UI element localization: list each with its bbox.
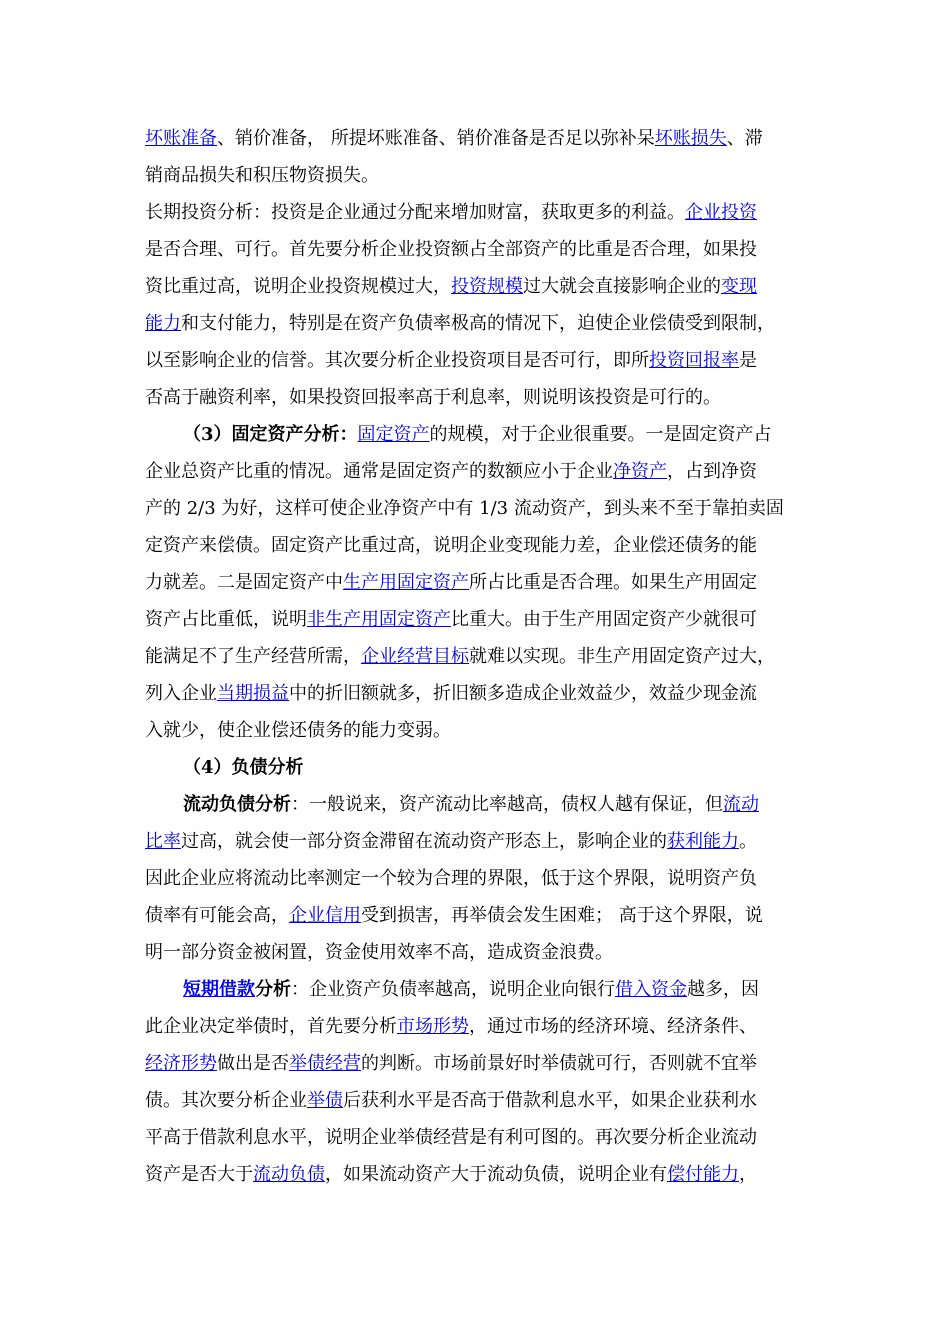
text-line bbox=[145, 601, 820, 638]
hyperlink[interactable]: 固定资产 bbox=[357, 424, 430, 445]
text-span: 的规模，对于企业很重要。一是固定资产占 bbox=[429, 424, 772, 445]
hyperlink[interactable]: 偿付能力 bbox=[667, 1164, 739, 1185]
text-line bbox=[145, 971, 820, 1008]
text-line bbox=[145, 416, 820, 453]
bold-text: （4）负债分析 bbox=[183, 757, 304, 778]
text-line bbox=[145, 268, 820, 305]
hyperlink[interactable]: 举债经营 bbox=[289, 1053, 361, 1074]
hyperlink[interactable]: 企业投资 bbox=[685, 202, 757, 223]
hyperlink[interactable]: 变现 bbox=[721, 276, 757, 297]
text-line bbox=[145, 1045, 820, 1082]
text-span: 资产占比重低，说明 bbox=[145, 609, 307, 630]
hyperlink[interactable]: 企业信用 bbox=[289, 905, 361, 926]
text-line bbox=[145, 934, 820, 971]
hyperlink[interactable]: 流动负债 bbox=[253, 1164, 325, 1185]
text-line bbox=[145, 194, 820, 231]
hyperlink[interactable]: 净资产 bbox=[613, 461, 667, 482]
text-line bbox=[145, 1008, 820, 1045]
text-span: 债率有可能会高， bbox=[145, 905, 289, 926]
text-span: 平高于借款利息水平，说明企业举债经营是有利可图的。再次要分析企业流动 bbox=[145, 1127, 757, 1148]
text-span: 越多，因 bbox=[687, 979, 759, 1000]
hyperlink[interactable]: 坏账损失 bbox=[654, 128, 727, 149]
text-line bbox=[145, 675, 820, 712]
text-span: 债。其次要分析企业 bbox=[145, 1090, 307, 1111]
text-line bbox=[145, 379, 820, 416]
text-span: ：一般说来，资产流动比率越高，债权人越有保证，但 bbox=[291, 794, 723, 815]
hyperlink[interactable]: 经济形势 bbox=[145, 1053, 217, 1074]
text-line bbox=[145, 749, 820, 786]
hyperlink[interactable]: 借入资金 bbox=[615, 979, 687, 1000]
text-span: 否高于融资利率，如果投资回报率高于利息率，则说明该投资是可行的。 bbox=[145, 387, 721, 408]
paragraph-short-term-loans bbox=[145, 971, 820, 1193]
text-span: 所占比重是否合理。如果生产用固定 bbox=[469, 572, 757, 593]
text-span: 列入企业 bbox=[145, 683, 217, 704]
text-line bbox=[145, 157, 820, 194]
text-span: 长期投资分析：投资是企业通过分配来增加财富，获取更多的利益。 bbox=[145, 202, 685, 223]
hyperlink[interactable]: 能力 bbox=[145, 313, 181, 334]
text-span: 和支付能力，特别是在资产负债率极高的情况下，迫使企业偿债受到限制， bbox=[181, 313, 775, 334]
text-span: 受到损害，再举债会发生困难； 高于这个界限，说 bbox=[361, 905, 763, 926]
text-span: ， bbox=[739, 1164, 757, 1185]
text-span: 过高，就会使一部分资金滞留在流动资产形态上，影响企业的 bbox=[181, 831, 667, 852]
text-span: 做出是否 bbox=[217, 1053, 289, 1074]
text-line bbox=[145, 120, 820, 157]
text-line bbox=[145, 1082, 820, 1119]
text-line bbox=[145, 823, 820, 860]
text-span: 、滞 bbox=[726, 128, 763, 149]
text-line bbox=[145, 564, 820, 601]
hyperlink[interactable]: 市场形势 bbox=[397, 1016, 469, 1037]
text-span: 过大就会直接影响企业的 bbox=[523, 276, 721, 297]
text-line bbox=[145, 1156, 820, 1193]
text-span: 此企业决定举债时，首先要分析 bbox=[145, 1016, 397, 1037]
bold-text: 分析 bbox=[255, 979, 291, 1000]
paragraph-long-term-investment bbox=[145, 194, 820, 416]
text-span: ，通过市场的经济环境、经济条件、 bbox=[469, 1016, 757, 1037]
text-span: 企业总资产比重的情况。通常是固定资产的数额应小于企业 bbox=[145, 461, 613, 482]
text-span: 因此企业应将流动比率测定一个较为合理的界限，低于这个界限，说明资产负 bbox=[145, 868, 757, 889]
text-span: 是 bbox=[739, 350, 757, 371]
text-span: 以至影响企业的信誉。其次要分析企业投资项目是否可行，即所 bbox=[145, 350, 649, 371]
paragraph-fixed-assets bbox=[145, 416, 820, 749]
text-line bbox=[145, 342, 820, 379]
text-line bbox=[145, 786, 820, 823]
text-line bbox=[145, 305, 820, 342]
text-line bbox=[145, 453, 820, 490]
text-span: 资比重过高，说明企业投资规模过大， bbox=[145, 276, 451, 297]
text-span: 能满足不了生产经营所需， bbox=[145, 646, 361, 667]
text-span: ，占到净资 bbox=[667, 461, 757, 482]
text-line bbox=[145, 897, 820, 934]
hyperlink[interactable]: 获利能力 bbox=[667, 831, 739, 852]
text-span: 比重大。由于生产用固定资产少就很可 bbox=[451, 609, 757, 630]
text-span: 、销价准备， 所提坏账准备、销价准备是否足以弥补呆 bbox=[217, 128, 655, 149]
text-span: 定资产来偿债。固定资产比重过高，说明企业变现能力差，企业偿还债务的能 bbox=[145, 535, 757, 556]
text-span: 中的折旧额就多，折旧额多造成企业效益少，效益少现金流 bbox=[289, 683, 757, 704]
hyperlink[interactable]: 企业经营目标 bbox=[361, 646, 469, 667]
bold-text: （3）固定资产分析： bbox=[183, 424, 358, 445]
hyperlink[interactable]: 投资规模 bbox=[451, 276, 523, 297]
heading-liability-analysis bbox=[145, 749, 820, 786]
text-span: 。 bbox=[739, 831, 757, 852]
text-span: ：企业资产负债率越高，说明企业向银行 bbox=[291, 979, 615, 1000]
text-span: 销商品损失和积压物资损失。 bbox=[145, 165, 379, 186]
paragraph-bad-debt bbox=[145, 120, 820, 194]
text-span: 产的 2/3 为好，这样可使企业净资产中有 1/3 流动资产，到头来不至于靠拍卖固 bbox=[145, 498, 784, 519]
paragraph-current-liabilities bbox=[145, 786, 820, 971]
hyperlink[interactable]: 坏账准备 bbox=[145, 128, 217, 149]
text-span: 明一部分资金被闲置，资金使用效率不高，造成资金浪费。 bbox=[145, 942, 613, 963]
hyperlink[interactable]: 流动 bbox=[723, 794, 759, 815]
text-line bbox=[145, 1119, 820, 1156]
text-span: 入就少，使企业偿还债务的能力变弱。 bbox=[145, 720, 451, 741]
bold-text: 流动负债分析 bbox=[183, 794, 291, 815]
text-line bbox=[145, 231, 820, 268]
text-span: 就难以实现。非生产用固定资产过大， bbox=[469, 646, 775, 667]
text-span: 是否合理、可行。首先要分析企业投资额占全部资产的比重是否合理，如果投 bbox=[145, 239, 757, 260]
text-span: 的判断。市场前景好时举债就可行，否则就不宜举 bbox=[361, 1053, 757, 1074]
hyperlink[interactable]: 比率 bbox=[145, 831, 181, 852]
hyperlink[interactable]: 当期损益 bbox=[217, 683, 289, 704]
hyperlink[interactable]: 非生产用固定资产 bbox=[307, 609, 451, 630]
text-span: 后获利水平是否高于借款利息水平，如果企业获利水 bbox=[343, 1090, 757, 1111]
text-span: 资产是否大于 bbox=[145, 1164, 253, 1185]
text-span: ，如果流动资产大于流动负债，说明企业有 bbox=[325, 1164, 667, 1185]
hyperlink[interactable]: 投资回报率 bbox=[649, 350, 739, 371]
text-line bbox=[145, 527, 820, 564]
hyperlink[interactable]: 生产用固定资产 bbox=[343, 572, 469, 593]
text-line bbox=[145, 638, 820, 675]
text-span: 力就差。二是固定资产中 bbox=[145, 572, 343, 593]
hyperlink[interactable]: 举债 bbox=[307, 1090, 343, 1111]
text-line bbox=[145, 860, 820, 897]
text-line bbox=[145, 712, 820, 749]
text-line bbox=[145, 490, 820, 527]
hyperlink[interactable]: 短期借款 bbox=[183, 979, 255, 1000]
